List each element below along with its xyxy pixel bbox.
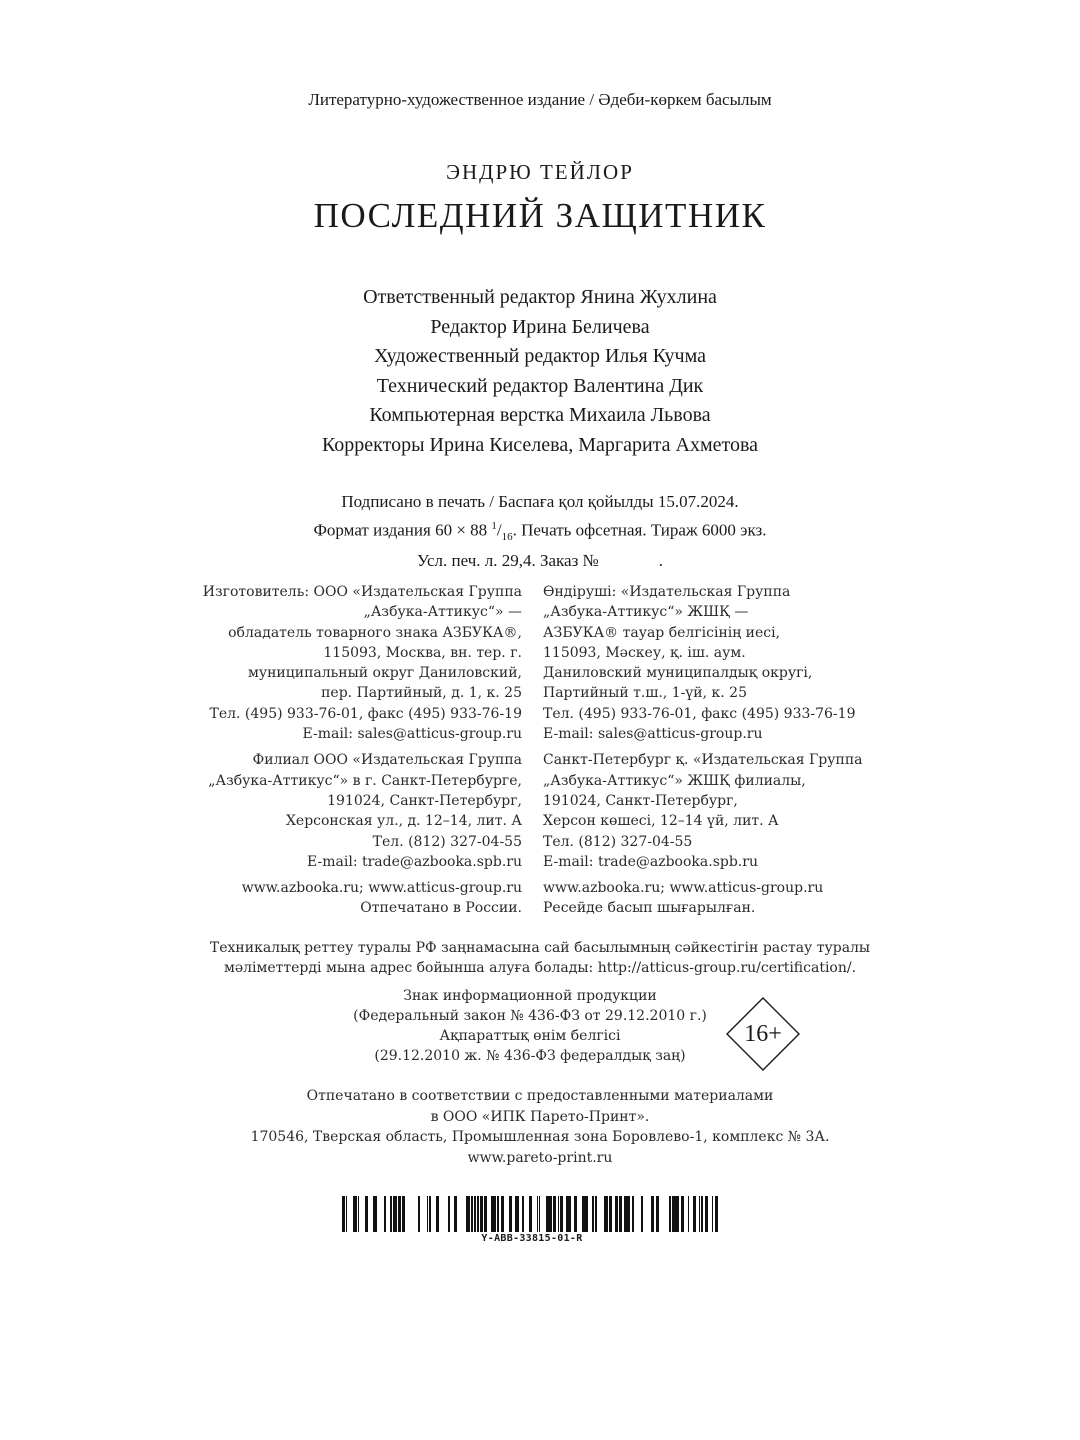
tech-regulation-note: Техникалық реттеу туралы РФ заңнамасына сай басылымның сәйкестігін растау туралы мәліметтерді мына адрес бойынша алуға болады: http://atticus-group.ru/certification/. <box>209 940 871 976</box>
series-line: Литературно-художественное издание / Әдеби-көркем басылым <box>308 90 772 109</box>
barcode <box>342 1196 722 1232</box>
credit-line: Ответственный редактор Янина Жухлина <box>363 286 717 308</box>
manufacturer-ru: Изготовитель: ООО «Издательская Группа „Азбука-Аттикус“» — обладатель товарного знака АЗБУКА®, 115093, Москва, вн. тер. г. муниципальный округ Даниловский, пер. Партийный, д. 1, к. 25 Тел. (495) 933-76-01, факс (495) 933-76-19 E-mail: sales@atticus-group.ru Филиал ООО «Издательская Группа „Азбука-Аттикус“» в г. Санкт-Петербурге, 191024, Санкт-Петербург, Херсонская ул., д. 12–14, лит. А Тел. (812) 327-04-55 E-mail: trade@azbooka.spb.ru www.azbooka.ru; www.atticus-group.ru Отпечатано в России. <box>202 584 522 917</box>
author-name: ЭНДРЮ ТЕЙЛОР <box>446 160 634 184</box>
format-line: Формат издания 60 × 88 $^1/_{16}$. Печать офсетная. Тираж 6000 экз. <box>313 520 767 544</box>
book-title: ПОСЛЕДНИЙ ЗАЩИТНИК <box>313 196 767 235</box>
info-product-sign: Знак информационной продукции (Федеральный закон № 436-ФЗ от 29.12.2010 г.) Ақпараттық өнім белгісі (29.12.2010 ж. № 436-ФЗ федералдық заң) <box>353 988 707 1064</box>
credits-block <box>0 283 1080 460</box>
print-details <box>0 490 1080 573</box>
barcode-code: Y-ABB-33815-01-R <box>481 1233 583 1244</box>
credit-line: Корректоры Ирина Киселева, Маргарита Ахметова <box>321 433 759 456</box>
age-rating-badge <box>725 996 801 1072</box>
signed-line: Подписано в печать / Баспаға қол қойылды 15.07.2024. <box>341 492 739 511</box>
credit-line: Технический редактор Валентина Дик <box>376 374 704 397</box>
age-rating-label: 16+ <box>744 1021 782 1047</box>
credit-line: Художественный редактор Илья Кучма <box>373 345 707 367</box>
manufacturer-kz: Өндіруші: «Издательская Группа „Азбука-Аттикус“» ЖШҚ — АЗБУКА® тауар белгісінің иесі, 115093, Мәскеу, қ. іш. аум. Даниловский муниципалдық округі, Партийный т.ш., 1-үй, к. 25 Тел. (495) 933-76-01, факс (495) 933-76-19 E-mail: sales@atticus-group.ru Санкт-Петербург қ. «Издательская Группа „Азбука-Аттикус“» ЖШҚ филиалы, 191024, Санкт-Петербург, Херсон көшесі, 12–14 үй, лит. А Тел. (812) 327-04-55 E-mail: trade@azbooka.spb.ru www.azbooka.ru; www.atticus-group.ru Ресейде басып шығарылған. <box>543 584 863 917</box>
sheets-line: Усл. печ. л. 29,4. Заказ № . <box>416 551 664 571</box>
printer-info: Отпечатано в соответствии с предоставленными материалами в ООО «ИПК Парето-Принт». 170546, Тверская область, Промышленная зона Боровлево-1, комплекс № 3А. www.pareto-print.ru <box>250 1088 830 1166</box>
credit-line: Компьютерная верстка Михаила Львова <box>369 404 711 426</box>
credit-line: Редактор Ирина Беличева <box>430 315 650 338</box>
